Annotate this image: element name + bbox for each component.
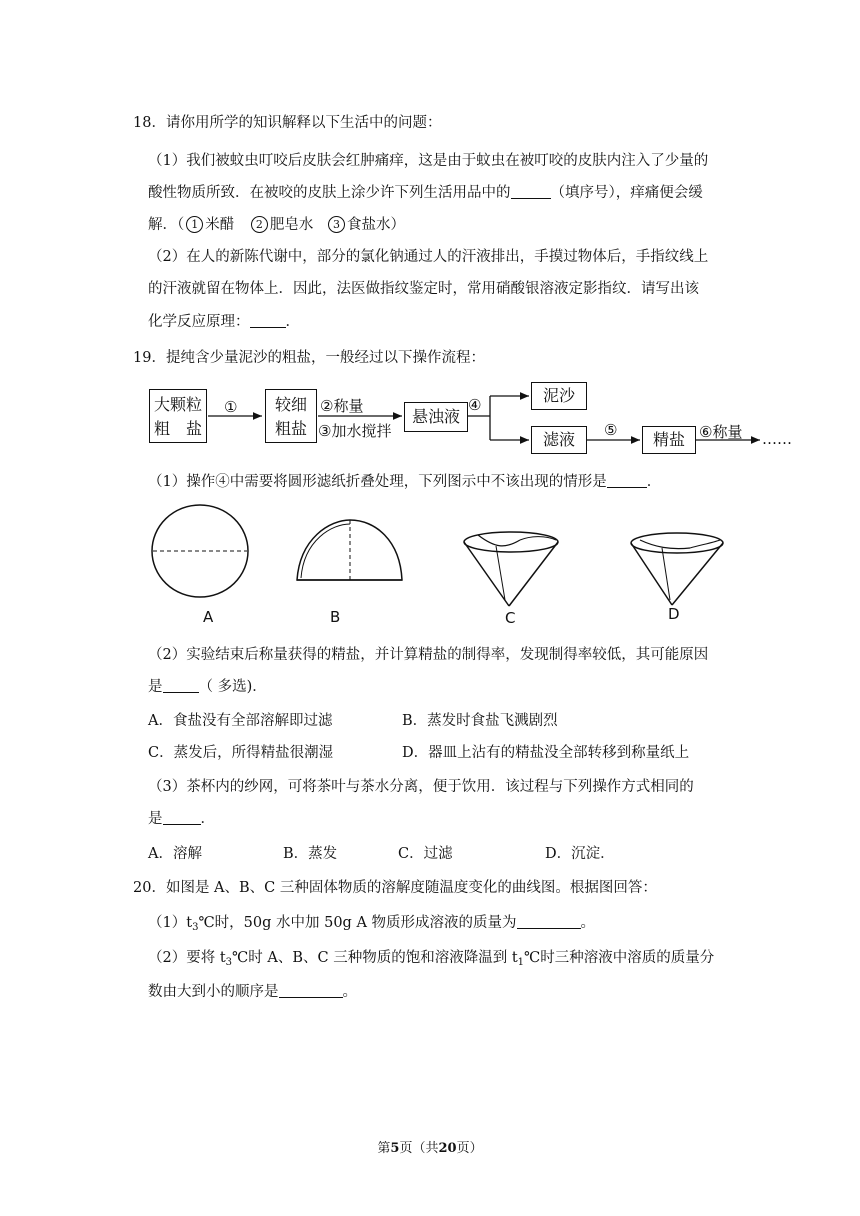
q19-p2-line2a: 是: [148, 679, 163, 695]
step-1-label: ①: [224, 398, 238, 416]
box-coarse-salt-line1: 大颗粒: [153, 395, 202, 414]
figure-c-label: C: [505, 609, 516, 627]
q19-p3-option-a: A．溶解: [148, 846, 202, 862]
flow-ellipsis: ……: [762, 430, 792, 448]
q18-p1-line1: （1）我们被蚊虫叮咬后皮肤会红肿痛痒，这是由于蚊虫在被叮咬的皮肤内注入了少量的: [148, 153, 709, 169]
circled-number-3: 3: [328, 216, 345, 233]
figure-d-label: D: [668, 605, 680, 623]
step-4-label: ④: [468, 396, 482, 414]
box-fine-salt-line1: 较细: [274, 395, 307, 414]
q20-p2-line2: [148, 982, 357, 1002]
q20-p2c: ℃时三种溶液中溶质的质量分: [524, 950, 715, 966]
footer-prefix: 第: [377, 1141, 391, 1156]
option-salt-water: 食盐水）: [346, 217, 405, 233]
q19-p1-text: （1）操作④中需要将圆形滤纸折叠处理，下列图示中不该出现的情形是: [148, 474, 607, 490]
q18-p2-line2: 的汗液就留在物体上．因此，法医做指纹鉴定时，常用硝酸银溶液定影指纹．请写出该: [148, 281, 699, 297]
step-2-label: ②称量: [320, 397, 364, 415]
q19-p3-option-b: B．蒸发: [283, 846, 338, 862]
footer-suffix: 页）: [456, 1141, 483, 1156]
step-6-label: ⑥称量: [699, 423, 743, 441]
q19-p2-line1: （2）实验结束后称量获得的精盐，并计算精盐的制得率，发现制得率较低，其可能原因: [148, 647, 709, 663]
box-coarse-salt-line2: 粗 盐: [153, 419, 202, 438]
q19-p2-line2: [148, 677, 267, 697]
figure-a-label: A: [203, 608, 214, 626]
q20-p1b: ℃时，50g 水中加 50g A 物质形成溶液的质量为: [198, 915, 517, 931]
box-sediment: 泥沙: [531, 382, 587, 410]
page-number: 5: [390, 1141, 400, 1156]
q19-p3-line2b: ．: [200, 811, 215, 827]
q20-p2-sub1: 3: [225, 957, 233, 968]
circled-number-1: 1: [186, 216, 203, 233]
q18-p2-line3-text: 化学反应原理：: [148, 314, 250, 330]
box-filtrate: 滤液: [531, 426, 587, 454]
q19-p3-option-c: C．过滤: [398, 846, 453, 862]
q19-p3-option-d: D．沉淀．: [545, 846, 615, 862]
q20-p2-sub2: 1: [517, 957, 525, 968]
q20-p2-line2-text: 数由大到小的顺序是: [148, 984, 279, 1000]
q20-p2-line1: [148, 948, 714, 973]
q20-p1-sub: 3: [192, 922, 199, 933]
answer-blank[interactable]: [163, 824, 201, 825]
step-3-label: ③加水搅拌: [318, 422, 392, 440]
page-footer: [0, 1137, 860, 1156]
q19-p2-option-a: A．食盐没有全部溶解即过滤: [148, 713, 333, 729]
q20-p2b: ℃时 A、B、C 三种物质的饱和溶液降温到 t: [232, 950, 518, 966]
q18-p2-line1: （2）在人的新陈代谢中，部分的氯化钠通过人的汗液排出，手摸过物体后，手指纹线上: [148, 249, 709, 265]
q18-p1-line3a: 解．（: [148, 217, 185, 233]
figure-b-half-circle: [297, 520, 402, 580]
q19-p3-line2a: 是: [148, 811, 163, 827]
q19-p2-line2b: （ 多选)．: [198, 679, 267, 695]
answer-blank[interactable]: [163, 692, 199, 693]
q19-p2-option-b: B．蒸发时食盐飞溅剧烈: [402, 713, 558, 729]
q18-p2-line3-end: ．: [285, 314, 300, 330]
option-soap-water: 肥皂水: [269, 217, 314, 233]
q18-title: 18．请你用所学的知识解释以下生活中的问题：: [133, 115, 442, 131]
box-suspension: 悬浊液: [404, 402, 468, 432]
q19-p2-option-d: D．器皿上沾有的精盐没全部转移到称量纸上: [402, 745, 690, 761]
step-5-label: ⑤: [604, 421, 618, 439]
option-vinegar: 米醋: [205, 217, 235, 233]
answer-blank[interactable]: [279, 997, 343, 998]
q20-p1: [148, 913, 595, 938]
q18-p1-line2a: 酸性物质所致．在被咬的皮肤上涂少许下列生活用品中的: [148, 185, 511, 201]
box-fine-salt-line2: 粗盐: [274, 419, 307, 438]
figure-b-label: B: [330, 608, 341, 626]
q19-p2-option-c: C．蒸发后，所得精盐很潮湿: [148, 745, 334, 761]
total-pages: 20: [438, 1141, 457, 1156]
q19-title: 19．提纯含少量泥沙的粗盐，一般经过以下操作流程：: [133, 350, 485, 366]
figure-a-circle: [152, 505, 248, 597]
q19-p3-line2: [148, 809, 215, 829]
q20-p2-end: 。: [342, 984, 357, 1000]
q20-p2a: （2）要将 t: [148, 950, 226, 966]
footer-middle: 页（共: [399, 1141, 439, 1156]
q19-p3-line1: （3）茶杯内的纱网，可将茶叶与茶水分离，便于饮用．该过程与下列操作方式相同的: [148, 779, 694, 795]
box-refined-salt: 精盐: [642, 426, 696, 454]
figure-d-cone: [631, 533, 723, 605]
circled-number-2: 2: [251, 216, 268, 233]
q20-p1-end: 。: [580, 915, 596, 931]
answer-blank[interactable]: [517, 928, 581, 929]
q20-title: 20．如图是 A、B、C 三种固体物质的溶解度随温度变化的曲线图。根据图回答：: [133, 880, 657, 896]
q19-p1-end: ．: [646, 474, 662, 490]
q18-p1-line2b: （填序号），痒痛便会缓: [550, 185, 703, 201]
q20-p1a: （1）t: [148, 915, 193, 931]
figure-c-cone: [464, 532, 558, 606]
